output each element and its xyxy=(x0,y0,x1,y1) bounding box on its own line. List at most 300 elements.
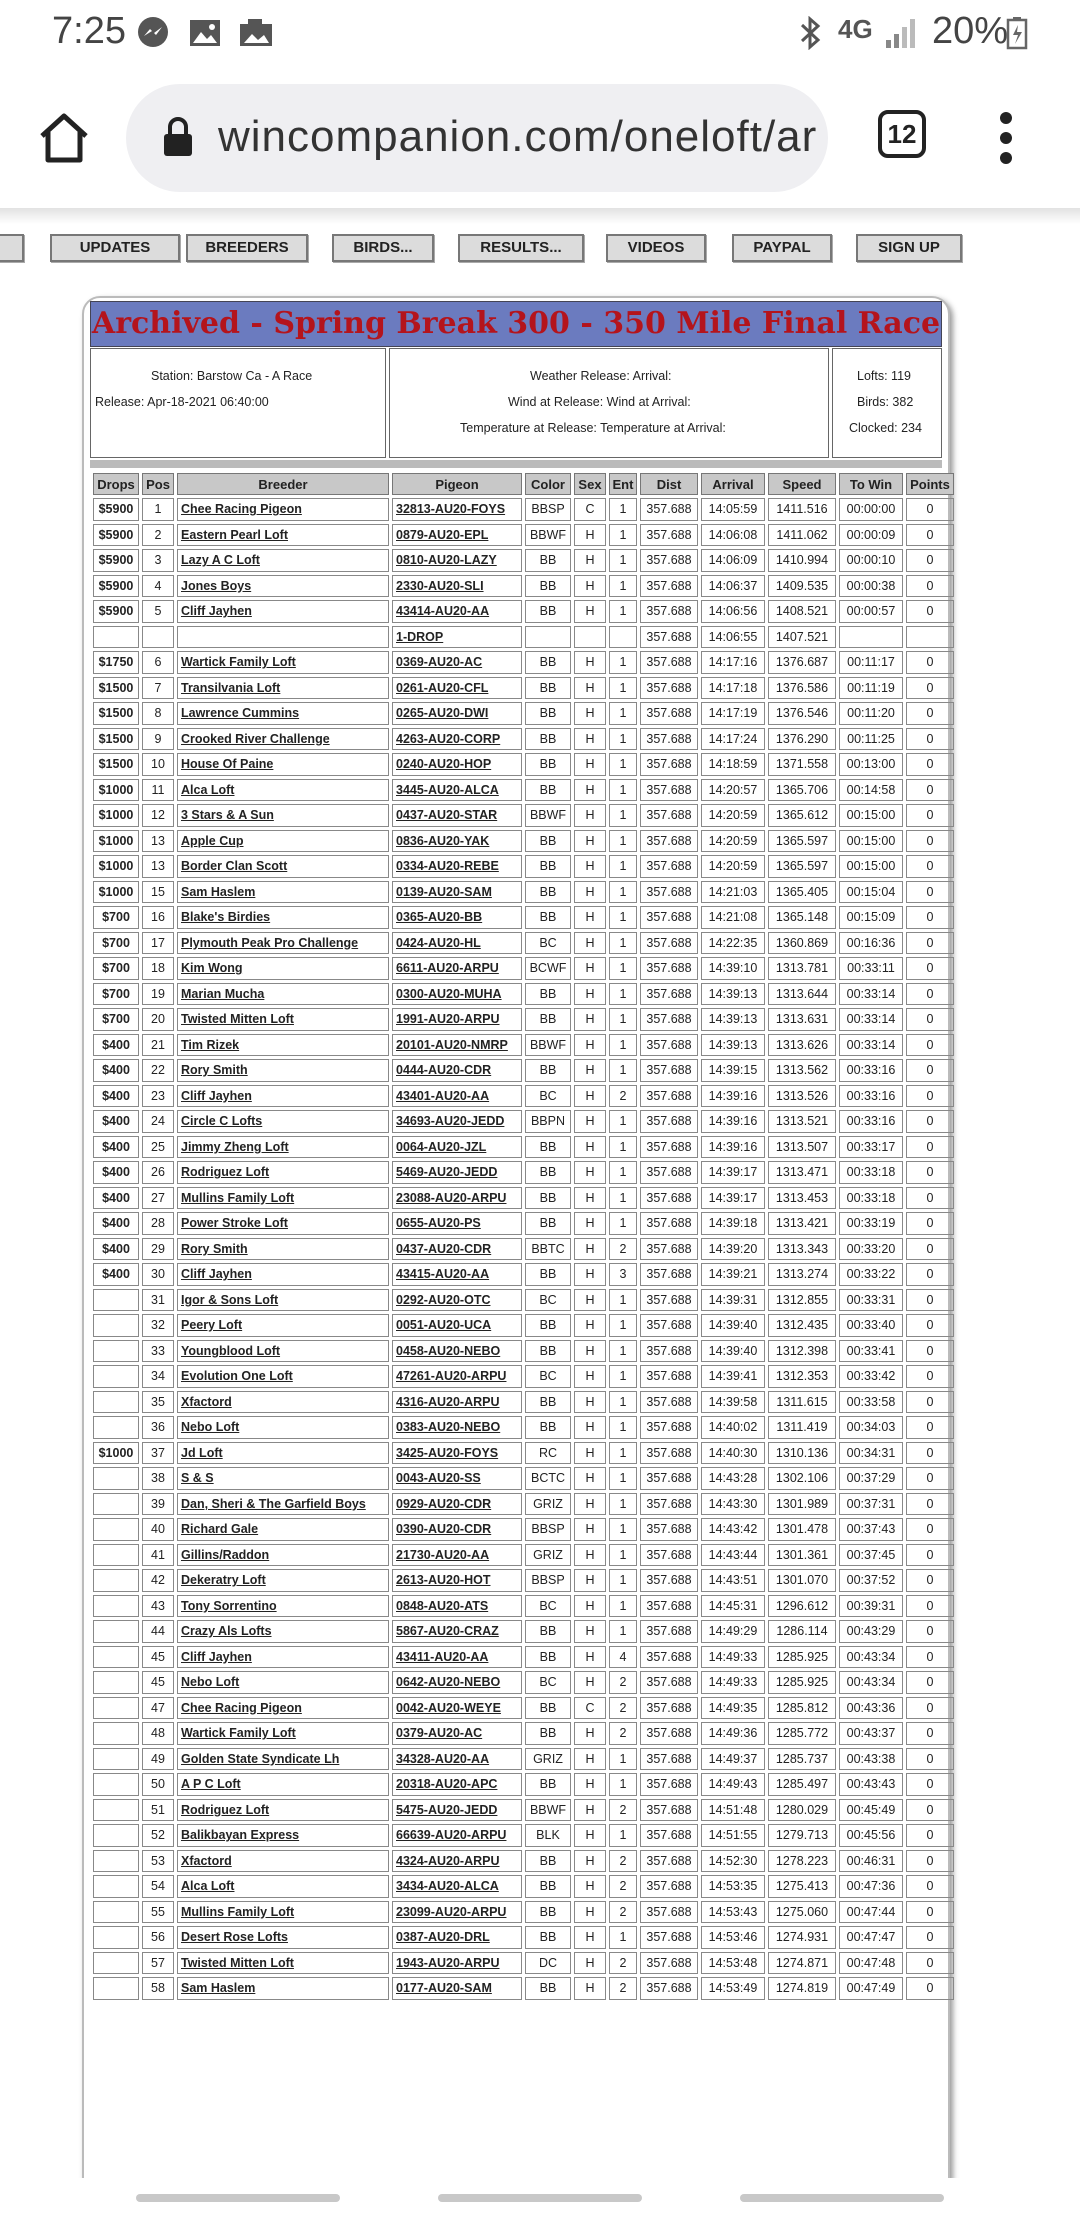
table-cell: 0 xyxy=(906,1646,954,1669)
table-cell: 00:43:38 xyxy=(839,1748,903,1771)
breeder-link[interactable]: Peery Loft xyxy=(177,1314,389,1337)
table-row xyxy=(93,1722,954,1745)
scroll-indicator-left xyxy=(136,2194,340,2202)
pigeon-link[interactable]: 0642-AU20-NEBO xyxy=(392,1671,522,1694)
table-cell: BB xyxy=(525,651,571,674)
signal-icon xyxy=(884,16,920,50)
pigeon-link[interactable]: 0929-AU20-CDR xyxy=(392,1493,522,1516)
tab-count-button[interactable]: 12 xyxy=(878,110,926,158)
table-row xyxy=(93,1799,954,1822)
table-cell: BB xyxy=(525,1977,571,2000)
breeder-link[interactable]: Sam Haslem xyxy=(177,881,389,904)
breeder-link[interactable]: Marian Mucha xyxy=(177,983,389,1006)
table-cell: 1 xyxy=(609,1136,637,1159)
table-cell: 2 xyxy=(609,1901,637,1924)
table-cell: BB xyxy=(525,1416,571,1439)
table-cell: 1376.546 xyxy=(768,702,836,725)
table-cell: BB xyxy=(525,1391,571,1414)
table-cell: 00:00:38 xyxy=(839,575,903,598)
table-cell: H xyxy=(574,1008,606,1031)
breeder-link[interactable]: Transilvania Loft xyxy=(177,677,389,700)
pigeon-link[interactable]: 3425-AU20-FOYS xyxy=(392,1442,522,1465)
table-row xyxy=(93,1034,954,1057)
table-cell: 40 xyxy=(142,1518,174,1541)
table-cell: 357.688 xyxy=(640,1187,698,1210)
pigeon-link[interactable]: 0655-AU20-PS xyxy=(392,1212,522,1235)
table-cell: 14:39:17 xyxy=(701,1187,765,1210)
table-cell: 357.688 xyxy=(640,1059,698,1082)
table-cell xyxy=(93,1289,139,1312)
table-cell xyxy=(93,1416,139,1439)
breeder-link[interactable]: Blake's Birdies xyxy=(177,906,389,929)
breeder-link[interactable]: Mullins Family Loft xyxy=(177,1901,389,1924)
table-cell: 357.688 xyxy=(640,1340,698,1363)
table-cell xyxy=(93,1697,139,1720)
pigeon-link[interactable]: 0365-AU20-BB xyxy=(392,906,522,929)
table-cell: 3 xyxy=(142,549,174,572)
pigeon-link[interactable]: 0265-AU20-DWI xyxy=(392,702,522,725)
breeder-link[interactable]: Dan, Sheri & The Garfield Boys xyxy=(177,1493,389,1516)
table-cell: 1 xyxy=(609,1008,637,1031)
url-text: wincompanion.com/oneloft/ar xyxy=(218,112,818,161)
results-table xyxy=(90,470,957,2003)
breeder-link[interactable]: Rory Smith xyxy=(177,1059,389,1082)
breeder-link[interactable]: Desert Rose Lofts xyxy=(177,1926,389,1949)
pigeon-link[interactable]: 20318-AU20-APC xyxy=(392,1773,522,1796)
table-cell: H xyxy=(574,881,606,904)
table-cell: 00:45:56 xyxy=(839,1824,903,1847)
table-cell: H xyxy=(574,1875,606,1898)
breeder-link[interactable]: Wartick Family Loft xyxy=(177,1722,389,1745)
table-row xyxy=(93,1748,954,1771)
breeder-link[interactable]: Wartick Family Loft xyxy=(177,651,389,674)
breeder-link[interactable]: Lazy A C Loft xyxy=(177,549,389,572)
table-cell xyxy=(93,1977,139,2000)
table-cell: 00:33:42 xyxy=(839,1365,903,1388)
pigeon-link[interactable]: 0879-AU20-EPL xyxy=(392,524,522,547)
table-cell: 0 xyxy=(906,549,954,572)
table-cell xyxy=(906,626,954,649)
breeder-link[interactable]: 3 Stars & A Sun xyxy=(177,804,389,827)
pigeon-link[interactable]: 2613-AU20-HOT xyxy=(392,1569,522,1592)
table-cell: 0 xyxy=(906,1569,954,1592)
table-cell: 357.688 xyxy=(640,1314,698,1337)
pigeon-link[interactable]: 0387-AU20-DRL xyxy=(392,1926,522,1949)
table-cell: 1274.871 xyxy=(768,1952,836,1975)
table-cell: BB xyxy=(525,677,571,700)
table-cell: 357.688 xyxy=(640,957,698,980)
table-cell: 9 xyxy=(142,728,174,751)
breeder-link[interactable]: Rodriguez Loft xyxy=(177,1799,389,1822)
pigeon-link[interactable]: 0836-AU20-YAK xyxy=(392,830,522,853)
breeder-link[interactable]: Alca Loft xyxy=(177,1875,389,1898)
table-cell: 1 xyxy=(609,1518,637,1541)
pigeon-link[interactable]: 0383-AU20-NEBO xyxy=(392,1416,522,1439)
table-cell: BCWF xyxy=(525,957,571,980)
table-cell: H xyxy=(574,1059,606,1082)
breeder-link[interactable]: S & S xyxy=(177,1467,389,1490)
pigeon-link[interactable]: 43401-AU20-AA xyxy=(392,1085,522,1108)
breeder-link[interactable]: Balikbayan Express xyxy=(177,1824,389,1847)
breeder-link[interactable]: Chee Racing Pigeon xyxy=(177,1697,389,1720)
breeder-link[interactable]: Golden State Syndicate Lh xyxy=(177,1748,389,1771)
breeder-link[interactable]: Nebo Loft xyxy=(177,1671,389,1694)
table-cell: 0 xyxy=(906,1289,954,1312)
pigeon-link[interactable]: 0042-AU20-WEYE xyxy=(392,1697,522,1720)
table-cell: BB xyxy=(525,1059,571,1082)
pigeon-link[interactable]: 0261-AU20-CFL xyxy=(392,677,522,700)
birds-count: Birds: 382 xyxy=(857,395,914,409)
breeder-link[interactable]: Jones Boys xyxy=(177,575,389,598)
table-cell: 14:40:02 xyxy=(701,1416,765,1439)
table-cell: 00:33:31 xyxy=(839,1289,903,1312)
table-cell: 00:37:45 xyxy=(839,1544,903,1567)
table-cell: 14:20:57 xyxy=(701,779,765,802)
breeder-link[interactable]: Cliff Jayhen xyxy=(177,1646,389,1669)
table-row xyxy=(93,932,954,955)
nav-sign-up[interactable]: SIGN UP xyxy=(856,234,962,262)
pigeon-link[interactable]: 0051-AU20-UCA xyxy=(392,1314,522,1337)
table-cell: 1 xyxy=(609,983,637,1006)
nav-birds[interactable]: BIRDS... xyxy=(332,234,434,262)
table-row xyxy=(93,524,954,547)
table-cell xyxy=(93,1722,139,1745)
breeder-link[interactable]: Crooked River Challenge xyxy=(177,728,389,751)
address-bar[interactable] xyxy=(126,84,828,192)
table-cell: 14:40:30 xyxy=(701,1442,765,1465)
pigeon-link[interactable]: 66639-AU20-ARPU xyxy=(392,1824,522,1847)
table-cell xyxy=(93,1926,139,1949)
table-cell: 1285.737 xyxy=(768,1748,836,1771)
table-cell: BB xyxy=(525,1314,571,1337)
table-cell: 1 xyxy=(609,702,637,725)
table-cell: H xyxy=(574,1187,606,1210)
table-cell: 0 xyxy=(906,1442,954,1465)
table-cell: 0 xyxy=(906,983,954,1006)
wind: Wind at Release: Wind at Arrival: xyxy=(508,395,691,409)
table-cell: 20 xyxy=(142,1008,174,1031)
table-cell: 38 xyxy=(142,1467,174,1490)
breeder-link[interactable]: Xfactord xyxy=(177,1850,389,1873)
table-cell: H xyxy=(574,1569,606,1592)
pigeon-link[interactable]: 34693-AU20-JEDD xyxy=(392,1110,522,1133)
breeder-link[interactable]: Sam Haslem xyxy=(177,1977,389,2000)
table-cell: 1311.419 xyxy=(768,1416,836,1439)
pigeon-link[interactable]: 0139-AU20-SAM xyxy=(392,881,522,904)
table-cell xyxy=(93,1365,139,1388)
table-cell: H xyxy=(574,1136,606,1159)
table-cell: 0 xyxy=(906,1059,954,1082)
pigeon-link[interactable]: 5867-AU20-CRAZ xyxy=(392,1620,522,1643)
table-cell: 14:06:37 xyxy=(701,575,765,598)
pigeon-link[interactable]: 0292-AU20-OTC xyxy=(392,1289,522,1312)
pigeon-link[interactable]: 1943-AU20-ARPU xyxy=(392,1952,522,1975)
table-cell xyxy=(93,1671,139,1694)
table-cell: 1360.869 xyxy=(768,932,836,955)
table-cell: H xyxy=(574,1952,606,1975)
column-header: Drops xyxy=(93,473,139,495)
table-cell xyxy=(93,1391,139,1414)
pigeon-link[interactable]: 0390-AU20-CDR xyxy=(392,1518,522,1541)
table-cell: 357.688 xyxy=(640,753,698,776)
release-time: Release: Apr-18-2021 06:40:00 xyxy=(95,395,269,409)
pigeon-link[interactable]: 43411-AU20-AA xyxy=(392,1646,522,1669)
pigeon-link[interactable]: 0444-AU20-CDR xyxy=(392,1059,522,1082)
breeder-link[interactable]: Richard Gale xyxy=(177,1518,389,1541)
column-header: Pigeon xyxy=(392,473,522,495)
table-cell: BB xyxy=(525,906,571,929)
pigeon-link[interactable]: 2330-AU20-SLI xyxy=(392,575,522,598)
table-cell xyxy=(93,1646,139,1669)
pigeon-link[interactable]: 5469-AU20-JEDD xyxy=(392,1161,522,1184)
table-cell: 14:06:08 xyxy=(701,524,765,547)
table-cell: 00:33:16 xyxy=(839,1085,903,1108)
table-cell: 14:45:31 xyxy=(701,1595,765,1618)
table-cell: $700 xyxy=(93,957,139,980)
table-row xyxy=(93,1901,954,1924)
pigeon-link[interactable]: 5475-AU20-JEDD xyxy=(392,1799,522,1822)
table-cell: 0 xyxy=(906,830,954,853)
pigeon-link[interactable]: 3445-AU20-ALCA xyxy=(392,779,522,802)
table-cell: 00:33:20 xyxy=(839,1238,903,1261)
pigeon-link[interactable]: 23099-AU20-ARPU xyxy=(392,1901,522,1924)
breeder-link[interactable]: Chee Racing Pigeon xyxy=(177,498,389,521)
table-cell: H xyxy=(574,1646,606,1669)
table-cell: 1 xyxy=(609,1442,637,1465)
breeder-link[interactable]: Igor & Sons Loft xyxy=(177,1289,389,1312)
nav-breeders[interactable]: BREEDERS xyxy=(186,234,308,262)
table-cell: 14:39:40 xyxy=(701,1314,765,1337)
table-cell: DC xyxy=(525,1952,571,1975)
table-cell: 357.688 xyxy=(640,1875,698,1898)
breeder-link[interactable]: Apple Cup xyxy=(177,830,389,853)
breeder-link[interactable]: Tim Rizek xyxy=(177,1034,389,1057)
breeder-link xyxy=(177,626,389,649)
table-cell: 0 xyxy=(906,1136,954,1159)
pigeon-link[interactable]: 0437-AU20-STAR xyxy=(392,804,522,827)
more-options-icon[interactable] xyxy=(996,108,1016,168)
table-cell: 00:15:00 xyxy=(839,855,903,878)
table-cell: BB xyxy=(525,1340,571,1363)
table-cell: 14:39:31 xyxy=(701,1289,765,1312)
breeder-link[interactable]: Twisted Mitten Loft xyxy=(177,1008,389,1031)
breeder-link[interactable]: Twisted Mitten Loft xyxy=(177,1952,389,1975)
table-cell: H xyxy=(574,1365,606,1388)
pigeon-link[interactable]: 34328-AU20-AA xyxy=(392,1748,522,1771)
table-cell: 1 xyxy=(609,651,637,674)
breeder-link[interactable]: Plymouth Peak Pro Challenge xyxy=(177,932,389,955)
table-cell: 0 xyxy=(906,1263,954,1286)
breeder-link[interactable]: Xfactord xyxy=(177,1391,389,1414)
pigeon-link[interactable]: 0177-AU20-SAM xyxy=(392,1977,522,2000)
table-cell: $1000 xyxy=(93,830,139,853)
scroll-indicator-right xyxy=(740,2194,944,2202)
table-cell: 357.688 xyxy=(640,855,698,878)
table-cell xyxy=(93,1773,139,1796)
pigeon-link[interactable]: 23088-AU20-ARPU xyxy=(392,1187,522,1210)
table-cell: 1 xyxy=(609,881,637,904)
table-cell: 1286.114 xyxy=(768,1620,836,1643)
table-cell: BCTC xyxy=(525,1467,571,1490)
table-cell: 1 xyxy=(609,957,637,980)
nav-results[interactable]: RESULTS... xyxy=(458,234,584,262)
breeder-link[interactable]: House Of Paine xyxy=(177,753,389,776)
pigeon-link[interactable]: 43414-AU20-AA xyxy=(392,600,522,623)
breeder-link[interactable]: Rodriguez Loft xyxy=(177,1161,389,1184)
table-cell: 357.688 xyxy=(640,779,698,802)
table-cell: 357.688 xyxy=(640,1646,698,1669)
pigeon-link[interactable]: 0300-AU20-MUHA xyxy=(392,983,522,1006)
breeder-link[interactable]: Border Clan Scott xyxy=(177,855,389,878)
pigeon-link[interactable]: 0369-AU20-AC xyxy=(392,651,522,674)
breeder-link[interactable]: Crazy Als Lofts xyxy=(177,1620,389,1643)
table-cell: 0 xyxy=(906,1773,954,1796)
table-cell: 1 xyxy=(609,1034,637,1057)
pigeon-link[interactable]: 43415-AU20-AA xyxy=(392,1263,522,1286)
status-bar xyxy=(0,0,1080,66)
nav-videos[interactable]: VIDEOS xyxy=(606,234,706,262)
table-row xyxy=(93,1493,954,1516)
table-cell: 11 xyxy=(142,779,174,802)
table-row xyxy=(93,600,954,623)
pigeon-link[interactable]: 20101-AU20-NMRP xyxy=(392,1034,522,1057)
table-cell: 00:39:31 xyxy=(839,1595,903,1618)
table-cell: 357.688 xyxy=(640,1748,698,1771)
breeder-link[interactable]: Cliff Jayhen xyxy=(177,1085,389,1108)
table-cell xyxy=(93,1569,139,1592)
scroll-indicator-center xyxy=(438,2194,642,2202)
table-cell: 357.688 xyxy=(640,600,698,623)
pigeon-link[interactable]: 4316-AU20-ARPU xyxy=(392,1391,522,1414)
table-cell: BLK xyxy=(525,1824,571,1847)
table-cell: 357.688 xyxy=(640,702,698,725)
table-row xyxy=(93,1161,954,1184)
table-cell: 00:47:36 xyxy=(839,1875,903,1898)
nav-updates[interactable]: UPDATES xyxy=(50,234,180,262)
pigeon-link[interactable]: 0810-AU20-LAZY xyxy=(392,549,522,572)
pigeon-link[interactable]: 21730-AU20-AA xyxy=(392,1544,522,1567)
table-cell: 14:17:19 xyxy=(701,702,765,725)
breeder-link[interactable]: Mullins Family Loft xyxy=(177,1187,389,1210)
table-cell: 1365.597 xyxy=(768,855,836,878)
column-header: Points xyxy=(906,473,954,495)
table-cell: 357.688 xyxy=(640,1697,698,1720)
table-cell: 1312.398 xyxy=(768,1340,836,1363)
table-cell: GRIZ xyxy=(525,1748,571,1771)
pigeon-link[interactable]: 0240-AU20-HOP xyxy=(392,753,522,776)
breeder-link[interactable]: Cliff Jayhen xyxy=(177,600,389,623)
breeder-link[interactable]: Circle C Lofts xyxy=(177,1110,389,1133)
pigeon-link[interactable]: 32813-AU20-FOYS xyxy=(392,498,522,521)
bluetooth-icon xyxy=(798,16,824,50)
table-cell: 0 xyxy=(906,753,954,776)
nav-paypal[interactable]: PAYPAL xyxy=(732,234,832,262)
table-row xyxy=(93,1544,954,1567)
pigeon-link[interactable]: 0379-AU20-AC xyxy=(392,1722,522,1745)
table-cell: 58 xyxy=(142,1977,174,2000)
table-cell: 00:15:09 xyxy=(839,906,903,929)
table-cell: 4 xyxy=(609,1646,637,1669)
table-cell xyxy=(142,626,174,649)
pigeon-link[interactable]: 47261-AU20-ARPU xyxy=(392,1365,522,1388)
table-cell: 357.688 xyxy=(640,651,698,674)
pigeon-link[interactable]: 0043-AU20-SS xyxy=(392,1467,522,1490)
pigeon-link[interactable]: 3434-AU20-ALCA xyxy=(392,1875,522,1898)
breeder-link[interactable]: Lawrence Cummins xyxy=(177,702,389,725)
breeder-link[interactable]: Rory Smith xyxy=(177,1238,389,1261)
table-cell: 0 xyxy=(906,1518,954,1541)
breeder-link[interactable]: A P C Loft xyxy=(177,1773,389,1796)
breeder-link[interactable]: Tony Sorrentino xyxy=(177,1595,389,1618)
nav-button-partial[interactable] xyxy=(0,234,24,262)
table-cell: H xyxy=(574,1340,606,1363)
pigeon-link[interactable]: 1-DROP xyxy=(392,626,522,649)
pigeon-link[interactable]: 0848-AU20-ATS xyxy=(392,1595,522,1618)
breeder-link[interactable]: Evolution One Loft xyxy=(177,1365,389,1388)
pigeon-link[interactable]: 0334-AU20-REBE xyxy=(392,855,522,878)
table-cell: 357.688 xyxy=(640,1008,698,1031)
breeder-link[interactable]: Alca Loft xyxy=(177,779,389,802)
table-cell: 357.688 xyxy=(640,1085,698,1108)
breeder-link[interactable]: Cliff Jayhen xyxy=(177,1263,389,1286)
table-cell: $1000 xyxy=(93,804,139,827)
table-cell: H xyxy=(574,575,606,598)
breeder-link[interactable]: Nebo Loft xyxy=(177,1416,389,1439)
pigeon-link[interactable]: 0458-AU20-NEBO xyxy=(392,1340,522,1363)
pigeon-link[interactable]: 0064-AU20-JZL xyxy=(392,1136,522,1159)
table-cell: $1500 xyxy=(93,753,139,776)
table-cell: 2 xyxy=(609,1697,637,1720)
table-cell: $400 xyxy=(93,1034,139,1057)
table-cell: 1274.819 xyxy=(768,1977,836,2000)
table-cell: 14:39:17 xyxy=(701,1161,765,1184)
pigeon-link[interactable]: 0437-AU20-CDR xyxy=(392,1238,522,1261)
table-row xyxy=(93,1085,954,1108)
table-cell: BB xyxy=(525,1850,571,1873)
breeder-link[interactable]: Power Stroke Loft xyxy=(177,1212,389,1235)
breeder-link[interactable]: Gillins/Raddon xyxy=(177,1544,389,1567)
table-cell: 2 xyxy=(142,524,174,547)
table-cell: 357.688 xyxy=(640,1544,698,1567)
table-cell: 00:33:22 xyxy=(839,1263,903,1286)
breeder-link[interactable]: Eastern Pearl Loft xyxy=(177,524,389,547)
table-cell: 1313.274 xyxy=(768,1263,836,1286)
breeder-link[interactable]: Jimmy Zheng Loft xyxy=(177,1136,389,1159)
table-cell: H xyxy=(574,830,606,853)
table-cell: 1 xyxy=(609,1314,637,1337)
pigeon-link[interactable]: 6611-AU20-ARPU xyxy=(392,957,522,980)
breeder-link[interactable]: Kim Wong xyxy=(177,957,389,980)
pigeon-link[interactable]: 1991-AU20-ARPU xyxy=(392,1008,522,1031)
table-cell: 31 xyxy=(142,1289,174,1312)
column-header: To Win xyxy=(839,473,903,495)
table-cell: 357.688 xyxy=(640,626,698,649)
table-cell: 00:00:09 xyxy=(839,524,903,547)
breeder-link[interactable]: Jd Loft xyxy=(177,1442,389,1465)
breeder-link[interactable]: Dekeratry Loft xyxy=(177,1569,389,1592)
home-icon[interactable] xyxy=(36,110,92,166)
breeder-link[interactable]: Youngblood Loft xyxy=(177,1340,389,1363)
table-cell: 00:16:36 xyxy=(839,932,903,955)
pigeon-link[interactable]: 4324-AU20-ARPU xyxy=(392,1850,522,1873)
pigeon-link[interactable]: 4263-AU20-CORP xyxy=(392,728,522,751)
table-cell: 14:49:33 xyxy=(701,1671,765,1694)
table-cell: 00:15:04 xyxy=(839,881,903,904)
table-cell: H xyxy=(574,1493,606,1516)
table-cell: 17 xyxy=(142,932,174,955)
pigeon-link[interactable]: 0424-AU20-HL xyxy=(392,932,522,955)
table-cell: 14:20:59 xyxy=(701,830,765,853)
